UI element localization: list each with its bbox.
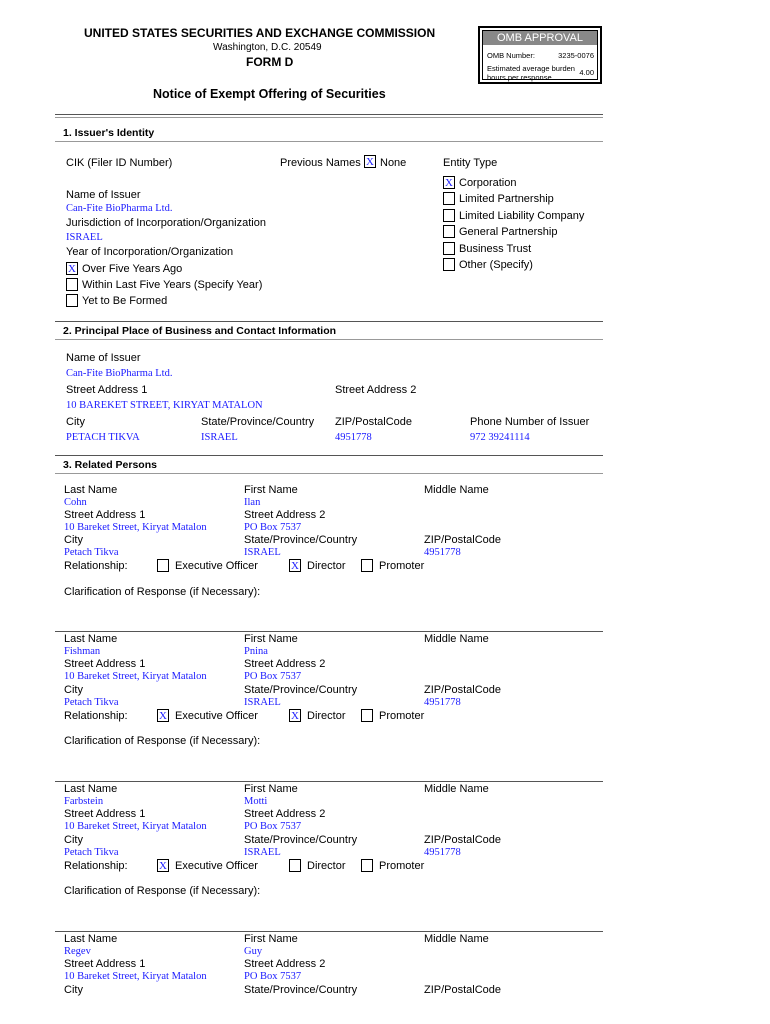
city-value: Petach Tikva xyxy=(64,547,119,558)
director-label: Director xyxy=(307,710,346,722)
clarification-label: Clarification of Response (if Necessary): xyxy=(64,735,261,747)
city-value: Petach Tikva xyxy=(64,697,119,708)
entity-corporation-label: Corporation xyxy=(459,177,517,189)
street2-label: Street Address 2 xyxy=(244,958,326,970)
s2-zip-value: 4951778 xyxy=(335,432,372,443)
s2-state-label: State/Province/Country xyxy=(201,416,315,428)
zip-label: ZIP/PostalCode xyxy=(424,684,502,696)
entity-trust-label: Business Trust xyxy=(459,243,532,255)
street2-value: PO Box 7537 xyxy=(244,671,302,682)
none-label: None xyxy=(380,157,407,169)
s2-phone-label: Phone Number of Issuer xyxy=(470,416,590,428)
s2-phone-value: 972 39241114 xyxy=(470,432,530,443)
street1-value: 10 Bareket Street, Kiryat Matalon xyxy=(64,821,207,832)
director-checkbox[interactable]: X xyxy=(289,559,301,572)
divider xyxy=(55,141,603,142)
first-name-value: Ilan xyxy=(244,497,261,508)
exec-officer-label: Executive Officer xyxy=(175,860,258,872)
state-value: ISRAEL xyxy=(244,547,281,558)
divider xyxy=(55,631,603,632)
street1-label: Street Address 1 xyxy=(64,658,146,670)
previous-names-label: Previous Names xyxy=(280,157,361,169)
s2-street1-label: Street Address 1 xyxy=(66,384,148,396)
last-name-value: Farbstein xyxy=(64,796,104,807)
s2-state-value: ISRAEL xyxy=(201,432,238,443)
promoter-checkbox[interactable] xyxy=(361,559,373,572)
street2-label: Street Address 2 xyxy=(244,509,326,521)
agency-title: UNITED STATES SECURITIES AND EXCHANGE COMMISSION xyxy=(84,26,436,40)
first-name-label: First Name xyxy=(244,783,298,795)
omb-burden-label-2: hours per response xyxy=(487,73,552,82)
omb-number-value: 3235-0076 xyxy=(558,51,594,60)
promoter-checkbox[interactable] xyxy=(361,709,373,722)
last-name-value: Cohn xyxy=(64,497,87,508)
entity-lp-label: Limited Partnership xyxy=(459,193,554,205)
director-checkbox[interactable]: X xyxy=(289,709,301,722)
issuer-name-value: Can-Fite BioPharma Ltd. xyxy=(66,203,173,214)
street1-label: Street Address 1 xyxy=(64,509,146,521)
first-name-label: First Name xyxy=(244,633,298,645)
street1-value: 10 Bareket Street, Kiryat Matalon xyxy=(64,522,207,533)
section-heading-principal-place: 2. Principal Place of Business and Contact Information xyxy=(63,325,337,337)
none-checkbox[interactable]: X xyxy=(364,155,376,168)
city-label: City xyxy=(64,834,83,846)
state-label: State/Province/Country xyxy=(244,984,358,996)
street1-value: 10 Bareket Street, Kiryat Matalon xyxy=(64,671,207,682)
relationship-label: Relationship: xyxy=(64,560,128,572)
promoter-label: Promoter xyxy=(379,710,425,722)
entity-gp-checkbox[interactable] xyxy=(443,225,455,238)
street2-label: Street Address 2 xyxy=(244,658,326,670)
first-name-value: Guy xyxy=(244,946,263,957)
divider xyxy=(55,321,603,322)
form-name: FORM D xyxy=(246,55,294,69)
state-value: ISRAEL xyxy=(244,847,281,858)
omb-number-label: OMB Number: xyxy=(487,51,535,60)
entity-trust-checkbox[interactable] xyxy=(443,242,455,255)
entity-gp-label: General Partnership xyxy=(459,226,558,238)
s2-city-label: City xyxy=(66,416,85,428)
clarification-label: Clarification of Response (if Necessary): xyxy=(64,885,261,897)
director-label: Director xyxy=(307,860,346,872)
entity-llc-label: Limited Liability Company xyxy=(459,210,585,222)
omb-title: OMB APPROVAL xyxy=(483,31,597,45)
relationship-label: Relationship: xyxy=(64,710,128,722)
state-label: State/Province/Country xyxy=(244,534,358,546)
entity-llc-checkbox[interactable] xyxy=(443,209,455,222)
last-name-label: Last Name xyxy=(64,484,118,496)
last-name-value: Regev xyxy=(64,946,91,957)
state-label: State/Province/Country xyxy=(244,684,358,696)
street1-label: Street Address 1 xyxy=(64,958,146,970)
street2-label: Street Address 2 xyxy=(244,808,326,820)
divider xyxy=(55,455,603,456)
zip-label: ZIP/PostalCode xyxy=(424,834,502,846)
year-to-be-formed-label: Yet to Be Formed xyxy=(82,295,168,307)
street2-value: PO Box 7537 xyxy=(244,971,302,982)
exec-officer-checkbox[interactable]: X xyxy=(157,859,169,872)
omb-burden-value: 4.00 xyxy=(579,68,594,77)
entity-corporation-checkbox[interactable]: X xyxy=(443,176,455,189)
year-to-be-formed-checkbox[interactable] xyxy=(66,294,78,307)
last-name-value: Fishman xyxy=(64,646,101,657)
omb-approval-box xyxy=(478,26,602,84)
promoter-label: Promoter xyxy=(379,860,425,872)
s2-zip-label: ZIP/PostalCode xyxy=(335,416,413,428)
zip-label: ZIP/PostalCode xyxy=(424,984,502,996)
first-name-label: First Name xyxy=(244,484,298,496)
section-heading-related-persons: 3. Related Persons xyxy=(63,459,157,471)
middle-name-label: Middle Name xyxy=(424,783,489,795)
zip-value: 4951778 xyxy=(424,547,461,558)
omb-burden-label-1: Estimated average burden xyxy=(487,64,575,73)
year-over-five-label: Over Five Years Ago xyxy=(82,263,183,275)
s2-name-value: Can-Fite BioPharma Ltd. xyxy=(66,368,173,379)
last-name-label: Last Name xyxy=(64,633,118,645)
jurisdiction-label: Jurisdiction of Incorporation/Organization xyxy=(66,217,266,229)
issuer-name-label: Name of Issuer xyxy=(66,189,141,201)
first-name-value: Pnina xyxy=(244,646,268,657)
s2-street2-label: Street Address 2 xyxy=(335,384,417,396)
city-value: Petach Tikva xyxy=(64,847,119,858)
zip-value: 4951778 xyxy=(424,847,461,858)
entity-other-checkbox[interactable] xyxy=(443,258,455,271)
street2-value: PO Box 7537 xyxy=(244,821,302,832)
year-within-five-checkbox[interactable] xyxy=(66,278,78,291)
page-title: Notice of Exempt Offering of Securities xyxy=(153,87,386,101)
first-name-value: Motti xyxy=(244,796,268,807)
jurisdiction-value: ISRAEL xyxy=(66,232,103,243)
year-over-five-checkbox[interactable]: X xyxy=(66,262,78,275)
entity-lp-checkbox[interactable] xyxy=(443,192,455,205)
divider xyxy=(55,117,603,118)
city-label: City xyxy=(64,534,83,546)
zip-value: 4951778 xyxy=(424,697,461,708)
promoter-checkbox[interactable] xyxy=(361,859,373,872)
s2-street1-value: 10 BAREKET STREET, KIRYAT MATALON xyxy=(66,400,263,411)
divider xyxy=(55,781,603,782)
middle-name-label: Middle Name xyxy=(424,933,489,945)
clarification-label: Clarification of Response (if Necessary): xyxy=(64,586,261,598)
agency-city: Washington, D.C. 20549 xyxy=(213,42,322,53)
s2-name-label: Name of Issuer xyxy=(66,352,141,364)
last-name-label: Last Name xyxy=(64,933,118,945)
director-label: Director xyxy=(307,560,346,572)
exec-officer-checkbox[interactable]: X xyxy=(157,709,169,722)
divider xyxy=(55,339,603,340)
divider xyxy=(55,931,603,932)
entity-type-label: Entity Type xyxy=(443,157,498,169)
divider xyxy=(55,473,603,474)
state-value: ISRAEL xyxy=(244,697,281,708)
exec-officer-label: Executive Officer xyxy=(175,560,258,572)
state-label: State/Province/Country xyxy=(244,834,358,846)
director-checkbox[interactable] xyxy=(289,859,301,872)
entity-other-label: Other (Specify) xyxy=(459,259,533,271)
city-label: City xyxy=(64,984,83,996)
city-label: City xyxy=(64,684,83,696)
street1-label: Street Address 1 xyxy=(64,808,146,820)
year-within-five-label: Within Last Five Years (Specify Year) xyxy=(82,279,263,291)
exec-officer-checkbox[interactable] xyxy=(157,559,169,572)
street2-value: PO Box 7537 xyxy=(244,522,302,533)
s2-city-value: PETACH TIKVA xyxy=(66,432,140,443)
promoter-label: Promoter xyxy=(379,560,425,572)
zip-label: ZIP/PostalCode xyxy=(424,534,502,546)
first-name-label: First Name xyxy=(244,933,298,945)
middle-name-label: Middle Name xyxy=(424,484,489,496)
cik-label: CIK (Filer ID Number) xyxy=(66,157,173,169)
section-heading-issuer-identity: 1. Issuer's Identity xyxy=(63,127,155,139)
street1-value: 10 Bareket Street, Kiryat Matalon xyxy=(64,971,207,982)
middle-name-label: Middle Name xyxy=(424,633,489,645)
year-label: Year of Incorporation/Organization xyxy=(66,246,234,258)
divider xyxy=(55,114,603,115)
relationship-label: Relationship: xyxy=(64,860,128,872)
exec-officer-label: Executive Officer xyxy=(175,710,258,722)
last-name-label: Last Name xyxy=(64,783,118,795)
